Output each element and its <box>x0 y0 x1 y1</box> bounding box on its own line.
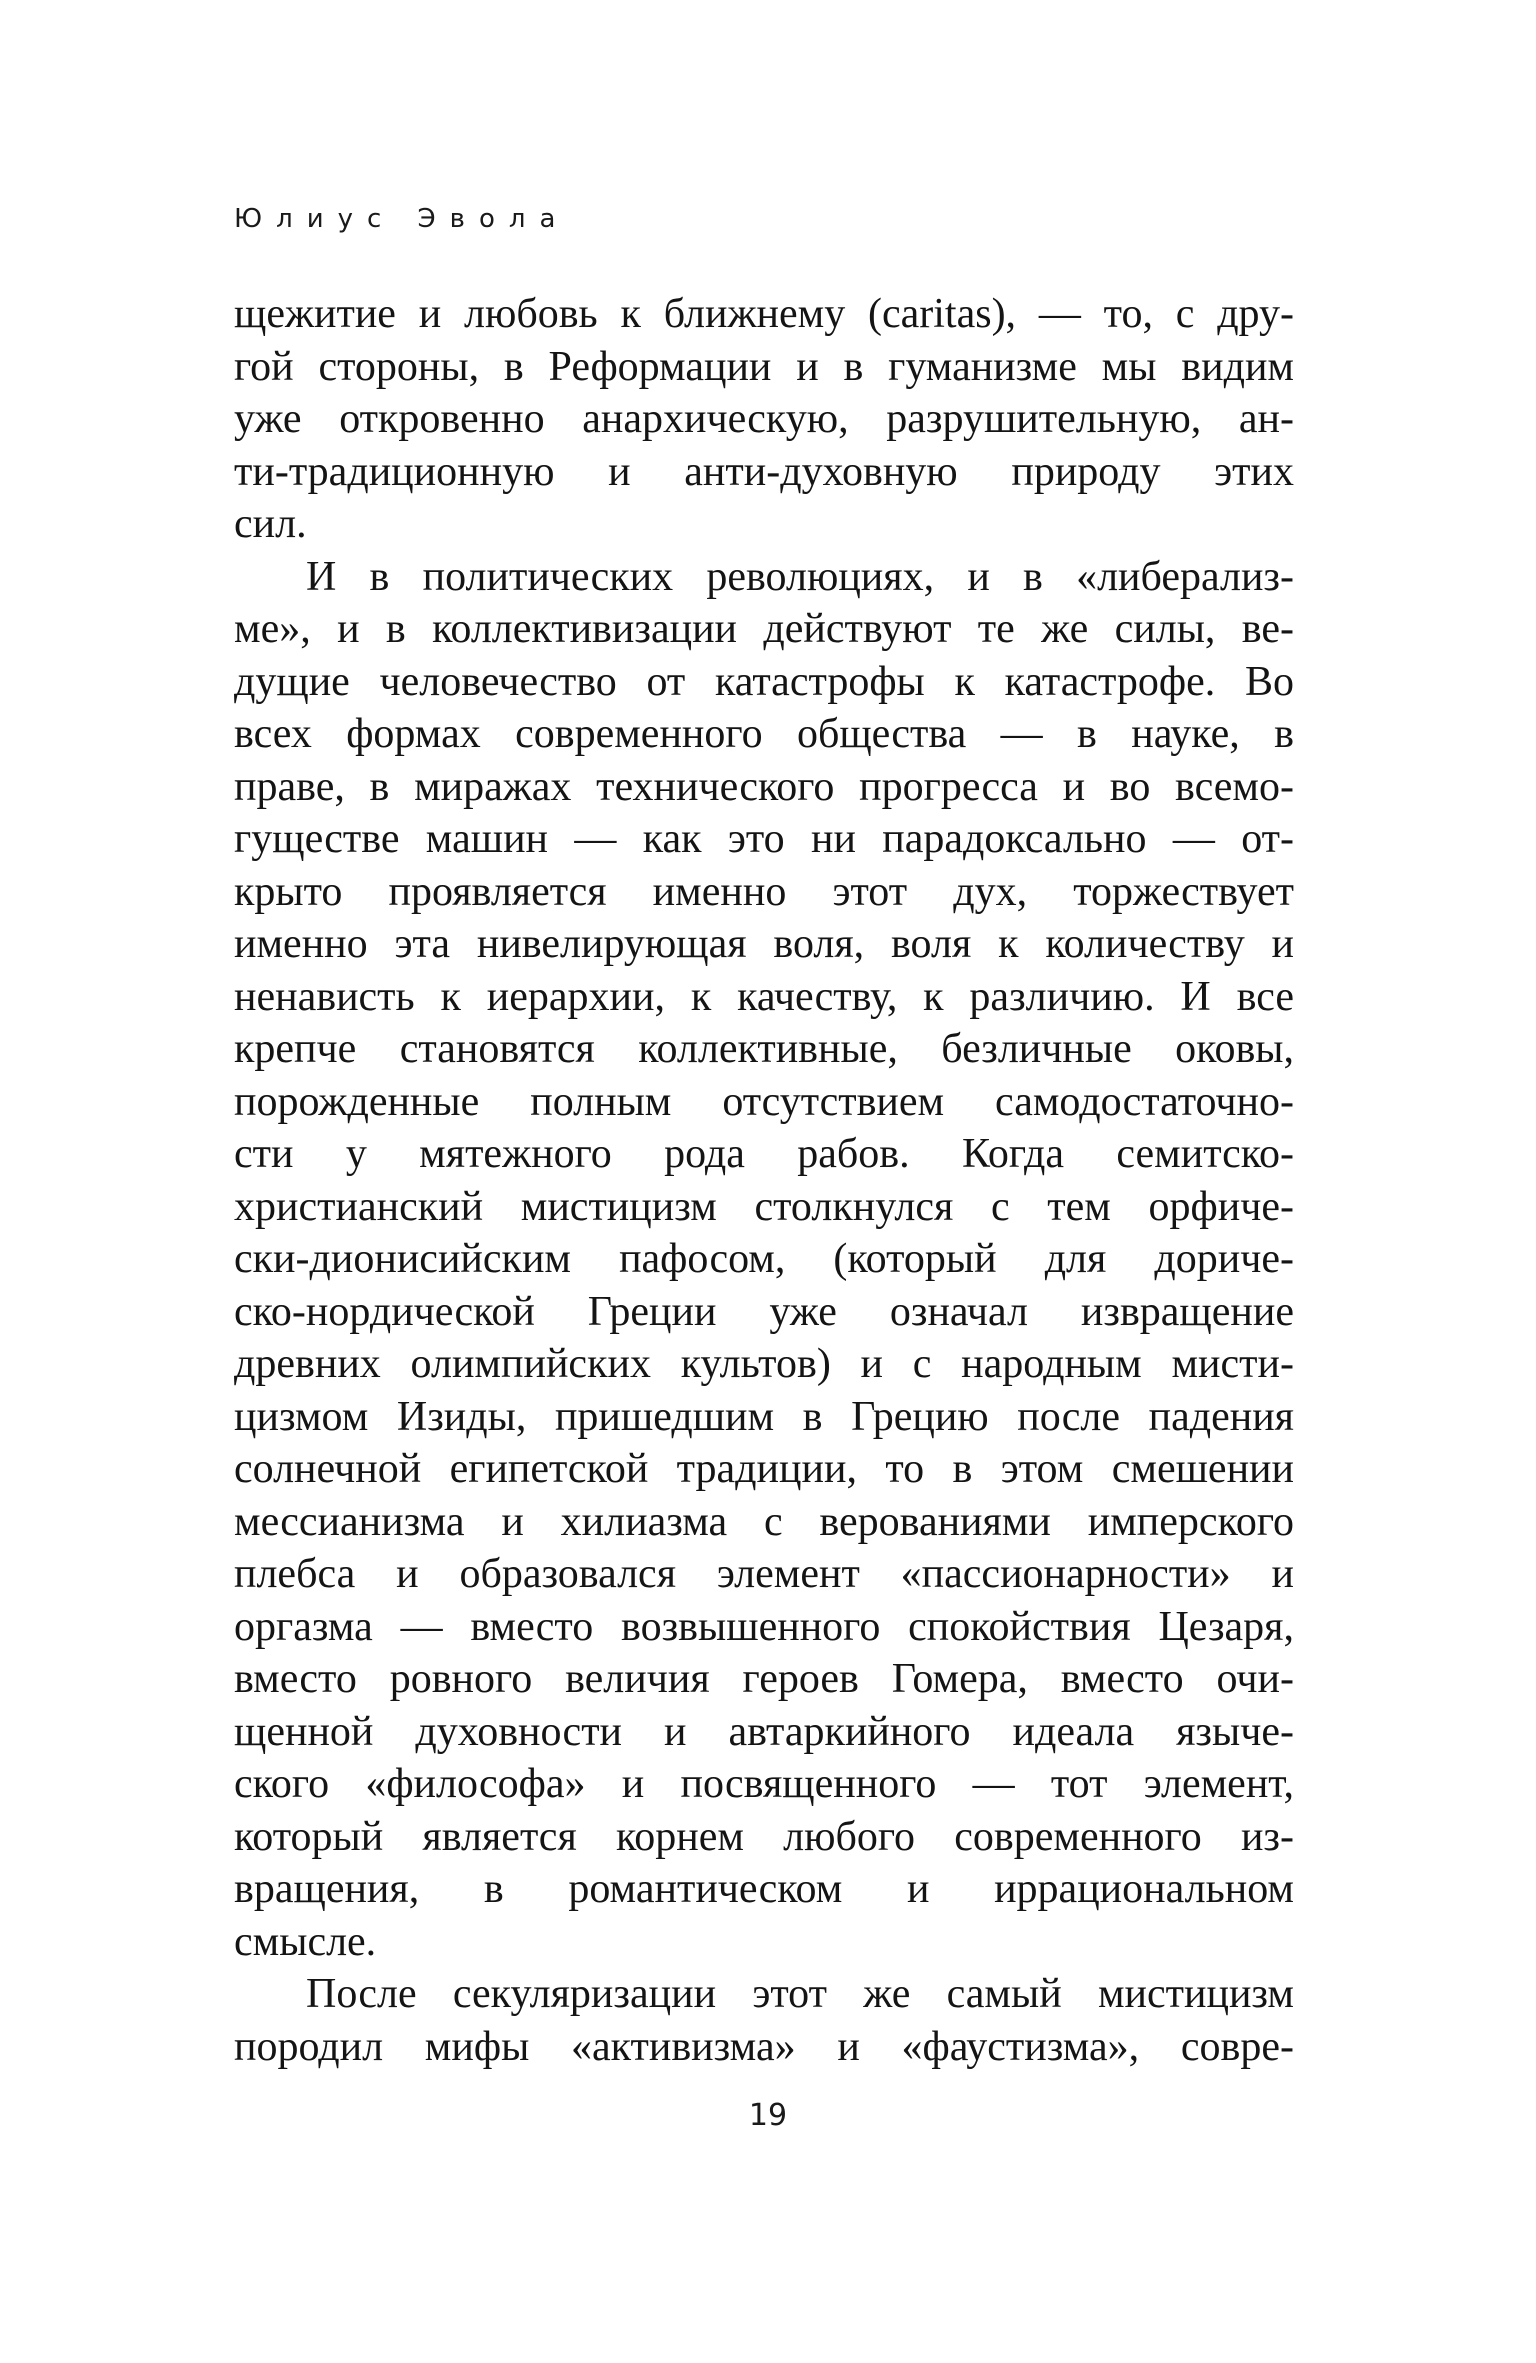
text-line: уже откровенно анархическую, разрушительную, ан- <box>234 396 1294 442</box>
paragraph <box>234 288 1294 551</box>
text-line: сил. <box>234 501 307 547</box>
text-line: крыто проявляется именно этот дух, торжествует <box>234 868 1294 915</box>
text-line: После секуляризации этот же самый мистицизм <box>306 1971 1294 2017</box>
text-line: который является корнем любого современного из- <box>234 1813 1294 1860</box>
text-line: гой стороны, в Реформации и в гуманизме мы видим <box>234 343 1294 390</box>
text-line: ско-нордической Греции уже означал извращение <box>234 1288 1294 1335</box>
text-line: смысле. <box>234 1918 377 1965</box>
text-line: крепче становятся коллективные, безличные оковы, <box>234 1026 1294 1072</box>
text-line: щенной духовности и автаркийного идеала языче- <box>234 1708 1294 1755</box>
text-line: ски-дионисийским пафосом, (который для дориче- <box>234 1236 1294 1282</box>
text-line: щежитие и любовь к ближнему (caritas), — то, с дру- <box>234 291 1294 337</box>
text-line: цизмом Изиды, пришедшим в Грецию после падения <box>234 1393 1294 1440</box>
text-line: вместо ровного величия героев Гомера, вместо очи- <box>234 1656 1294 1702</box>
text-line: ненависть к иерархии, к качеству, к различию. И все <box>234 973 1294 1020</box>
text-line: вращения, в романтическом и иррациональном <box>234 1866 1294 1912</box>
text-line: дущие человечество от катастрофы к катастрофе. Во <box>234 658 1294 705</box>
paragraph <box>234 551 1294 1969</box>
text-line: ме», и в коллективизации действуют те же силы, ве- <box>234 606 1294 652</box>
text-line: сти у мятежного рода рабов. Когда семитско- <box>234 1131 1294 1177</box>
text-line: гуществе машин — как это ни парадоксально — от- <box>234 816 1294 862</box>
text-line: ского «философа» и посвященного — тот элемент, <box>234 1761 1294 1807</box>
text-line: древних олимпийских культов) и с народным мисти- <box>234 1341 1294 1387</box>
text-line: праве, в миражах технического прогресса и во всемо- <box>234 763 1294 810</box>
page-number: 19 <box>748 2098 788 2133</box>
body-text <box>234 288 1294 2073</box>
running-header: Юлиус Эвола <box>234 204 570 234</box>
text-line: именно эта нивелирующая воля, воля к количеству и <box>234 921 1294 967</box>
text-line: И в политических революциях, и в «либерализ- <box>306 553 1294 600</box>
text-line: плебса и образовался элемент «пассионарности» и <box>234 1551 1294 1597</box>
text-line: христианский мистицизм столкнулся с тем орфиче- <box>234 1183 1294 1230</box>
text-line: породил мифы «активизма» и «фаустизма», совре- <box>234 2023 1294 2070</box>
text-line: мессианизма и хилиазма с верованиями имперского <box>234 1498 1294 1545</box>
text-line: оргазма — вместо возвышенного спокойствия Цезаря, <box>234 1603 1294 1650</box>
text-line: всех формах современного общества — в науке, в <box>234 711 1294 757</box>
text-line: порожденные полным отсутствием самодостаточно- <box>234 1078 1294 1125</box>
text-line: ти-традиционную и анти-духовную природу этих <box>234 448 1294 495</box>
text-line: солнечной египетской традиции, то в этом смешении <box>234 1446 1294 1492</box>
paragraph <box>234 1968 1294 2073</box>
